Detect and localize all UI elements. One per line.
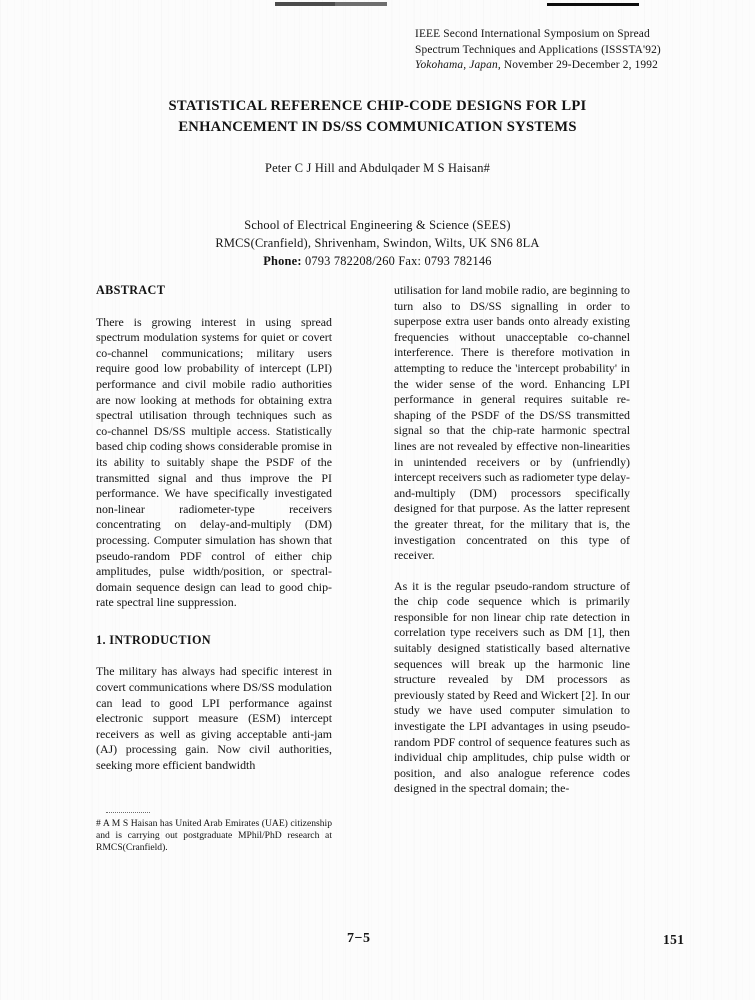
conference-reference-line-2: Spectrum Techniques and Applications (ISSSTA'92) bbox=[415, 43, 661, 56]
page-title bbox=[55, 96, 700, 138]
author-list: Peter C J Hill and Abdulqader M S Haisan# bbox=[264, 161, 490, 175]
introduction-paragraph-2: As it is the regular pseudo-random structure of the chip code sequence which is primarily responsible for non linear chip rate detection in correlation type receivers such as DM [1], then suitably designed statistically based alternative sequences will break up the harmonic line structure revealed by DM processors as previously stated by Reed and Wickert [2]. In our study we have used computer simulation to investigate the LPI advantages in using pseudo-random PDF control of sequence features such as individual chip amplitudes, chip pulse width or position, and also analogue reference codes designed in the spectral domain; the- bbox=[394, 578, 630, 796]
phone-fax-numbers: 0793 782208/260 Fax: 0793 782146 bbox=[301, 254, 492, 268]
affiliation-block bbox=[55, 216, 700, 270]
conference-reference bbox=[415, 27, 725, 74]
phone-label: Phone: bbox=[263, 254, 302, 268]
affiliation-address: RMCS(Cranfield), Shrivenham, Swindon, Wilts, UK SN6 8LA bbox=[215, 236, 540, 250]
conference-reference-line-3 bbox=[415, 58, 725, 74]
page-title-line-1: STATISTICAL REFERENCE CHIP-CODE DESIGNS FOR LPI bbox=[168, 97, 587, 114]
introduction-heading: 1. INTRODUCTION bbox=[96, 632, 211, 647]
body-column-left bbox=[96, 283, 332, 774]
scan-artifact-bar-right bbox=[547, 3, 639, 6]
conference-dates: November 29-December 2, 1992 bbox=[500, 59, 658, 71]
body-column-right bbox=[394, 283, 630, 797]
footnote-separator-rule bbox=[106, 812, 150, 813]
abstract-heading: ABSTRACT bbox=[96, 283, 166, 297]
page-number: 151 bbox=[663, 932, 685, 947]
scan-artifact-bar-middle bbox=[335, 2, 387, 6]
footnote-text: # A M S Haisan has United Arab Emirates (UAE) citizenship and is carrying out postgraduate MPhil/PhD research at RMCS(Cranfield). bbox=[96, 818, 332, 853]
abstract-paragraph: There is growing interest in using spread spectrum modulation systems for quiet or covert co-channel communications; military users require good low probability of intercept (LPI) performance and civil mobile radio authorities are now looking at methods for obtaining extra spectral utilisation through techniques such as co-channel DS/SS multiple access. Statistically based chip coding shows considerable promise in its ability to suitably shape the PSDF of the transmitted signal and thus improve the PI performance. We have specifically investigated non-linear radiometer-type receivers concentrating on delay-and-multiply (DM) processing. Computer simulation has shown that pseudo-random PDF control of either chip amplitudes, pulse width/position, or spectral-domain sequence design can lead to good chip-rate spectral line suppression. bbox=[96, 314, 332, 610]
introduction-paragraph-left: The military has always had specific interest in covert communications where DS/SS modulation can lead to good LPI performance against electronic support measure (ESM) intercept receivers as well as giving acceptable anti-jam (AJ) processing gain. Now civil authorities, seeking more efficient bandwidth bbox=[96, 664, 332, 773]
scan-artifact-bar-left bbox=[275, 2, 335, 6]
introduction-paragraph-right-continued: utilisation for land mobile radio, are beginning to turn also to DS/SS signalling in order to superpose extra user bands onto already existing frequencies without unacceptable co-channel interference. There is therefore motivation in attempting to reduce the 'intercept probability' in the wider sense of the word. Enhancing LPI performance in general requires suitable re-shaping of the PSDF of the DS/SS transmitted signal so that the chip-rate harmonic spectral lines are not revealed by effective non-linearities in unintended receivers or by (unfriendly) intercept receivers such as radiometer type delay-and-multiply (DM) processors specifically designed for that purpose. As the latter represent the greater threat, for the military that is, the investigation concentrated on this type of receiver. bbox=[394, 283, 630, 563]
conference-reference-line-1: IEEE Second International Symposium on Spread bbox=[415, 28, 650, 40]
affiliation-contact bbox=[55, 252, 700, 270]
footnote-block bbox=[96, 812, 332, 853]
page-title-line-2: ENHANCEMENT IN DS/SS COMMUNICATION SYSTEMS bbox=[178, 118, 577, 135]
session-number: 7−5 bbox=[347, 931, 371, 946]
conference-location: Yokohama, Japan, bbox=[415, 59, 501, 71]
affiliation-school: School of Electrical Engineering & Science (SEES) bbox=[244, 218, 511, 232]
